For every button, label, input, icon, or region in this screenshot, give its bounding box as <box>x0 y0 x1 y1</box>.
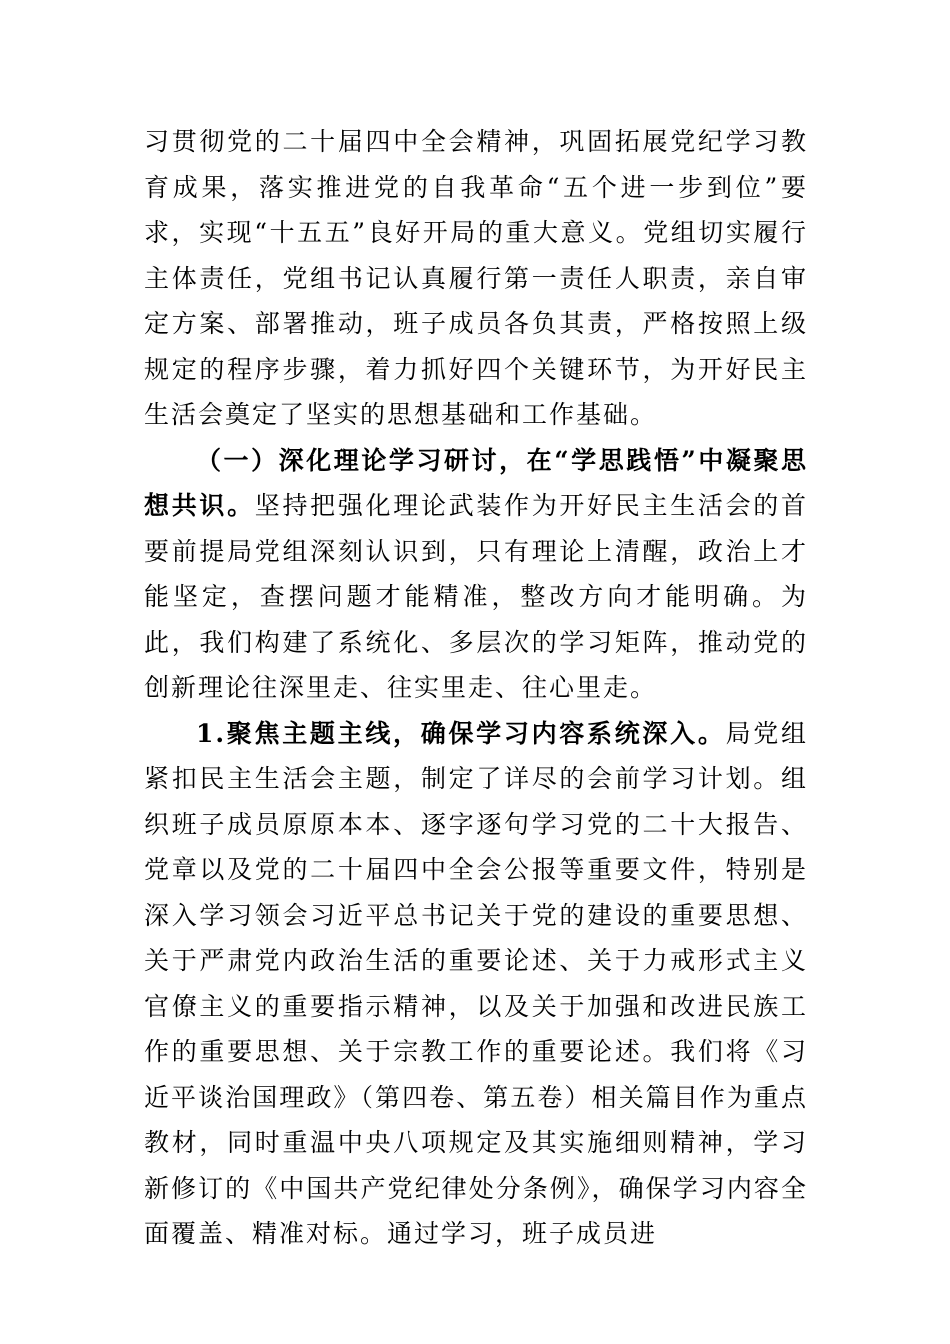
subsection-heading: 1.聚焦主题主线，确保学习内容系统深入。 <box>196 718 726 748</box>
paragraph-intro <box>144 119 808 438</box>
paragraph-section-1 <box>144 438 808 711</box>
paragraph-intro-text: 习贯彻党的二十届四中全会精神，巩固拓展党纪学习教育成果，落实推进党的自我革命“五个进一步到位”要求，实现“十五五”良好开局的重大意义。党组切实履行主体责任，党组书记认真履行第一责任人职责，亲自审定方案、部署推动，班子成员各负其责，严格按照上级规定的程序步骤，着力抓好四个关键环节，为开好民主生活会奠定了坚实的思想基础和工作基础。 <box>144 127 808 429</box>
document-body <box>144 119 808 1257</box>
paragraph-subsection-1 <box>144 711 808 1257</box>
section-body-text: 坚持把强化理论武装作为开好民主生活会的首要前提局党组深刻认识到，只有理论上清醒，政治上才能坚定，查摆问题才能精准，整改方向才能明确。为此，我们构建了系统化、多层次的学习矩阵，推动党的创新理论往深里走、往实里走、往心里走。 <box>144 491 808 702</box>
section-heading: （一）深化理论学习研讨，在“学思践悟”中凝聚思想共识。 <box>144 445 808 520</box>
subsection-body-text: 局党组紧扣民主生活会主题，制定了详尽的会前学习计划。组织班子成员原原本本、逐字逐句学习党的二十大报告、党章以及党的二十届四中全会公报等重要文件，特别是深入学习领会习近平总书记关于党的建设的重要思想、关于严肃党内政治生活的重要论述、关于力戒形式主义官僚主义的重要指示精神，以及关于加强和改进民族工作的重要思想、关于宗教工作的重要论述。我们将《习近平谈治国理政》（第四卷、第五卷）相关篇目作为重点教材，同时重温中央八项规定及其实施细则精神，学习新修订的《中国共产党纪律处分条例》，确保学习内容全面覆盖、精准对标。通过学习，班子成员进 <box>144 718 808 1248</box>
